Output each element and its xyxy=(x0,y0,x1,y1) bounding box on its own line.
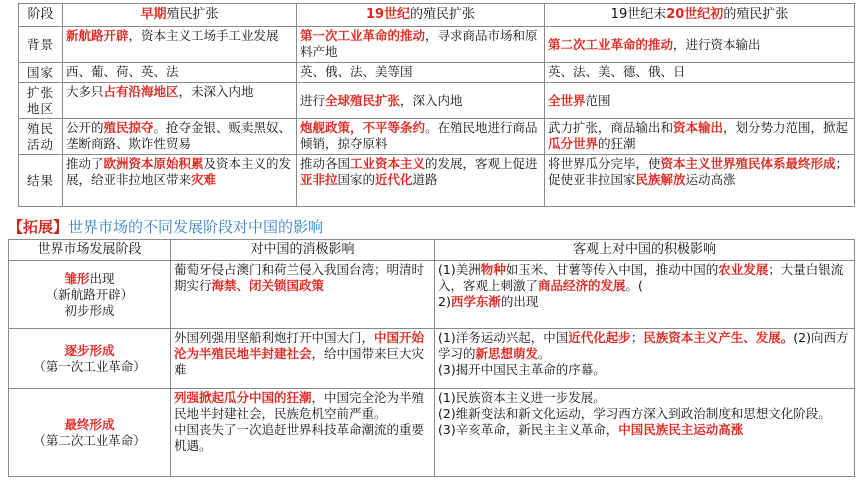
cell-text: ，资本主义工场手工业发展 xyxy=(128,28,279,43)
header-stage: 世界市场发展阶段 xyxy=(9,240,171,261)
negative-cell xyxy=(171,329,435,389)
row-label: 国家 xyxy=(19,63,63,83)
cell-text: 2) xyxy=(438,294,451,309)
table-row-stage1 xyxy=(9,261,855,329)
cell-text: ；大量白银流入，客观上刺激了 xyxy=(438,262,844,293)
highlight-text: 灾难 xyxy=(191,172,217,187)
cell-text: (3)辛亥革命，新民主主义革命， xyxy=(438,422,619,437)
cell-text: 推动各国 xyxy=(300,156,351,171)
positive-line xyxy=(438,330,851,362)
stage-cell xyxy=(9,329,171,389)
cell xyxy=(63,155,297,207)
cell-text: 公开的 xyxy=(66,120,104,135)
table-row-countries xyxy=(19,63,855,83)
row-label: 殖民活动 xyxy=(19,119,63,155)
cell-text: (2)向西方学习的 xyxy=(438,330,849,361)
positive-line: (1)民族资本主义进一步发展。 xyxy=(438,390,606,405)
highlight-text: 炮舰政策，不平等条约 xyxy=(300,120,426,135)
negative-line: 中国丧失了一次追赶世界科技革命潮流的重要机遇。 xyxy=(174,422,425,453)
header-early xyxy=(63,4,297,27)
cell-text: 国家的 xyxy=(337,172,376,187)
cell-text: 。( xyxy=(625,278,643,293)
header-late-text-a: 19世纪末 xyxy=(610,7,667,22)
cell-text: 道路 xyxy=(412,172,438,187)
highlight-text: 瓜分世界 xyxy=(548,136,599,151)
cell xyxy=(545,83,855,119)
highlight-text: 商品经济的发展 xyxy=(538,278,626,293)
header-late xyxy=(545,4,855,27)
stage-sub: （第一次工业革命） xyxy=(33,358,146,374)
cell-text: 。 xyxy=(538,346,551,361)
cell xyxy=(297,27,545,63)
world-market-impact-table xyxy=(8,239,855,477)
cell-text: ，进行资本输出 xyxy=(673,36,761,52)
stage-sub: （新航路开辟） xyxy=(45,286,134,302)
positive-cell xyxy=(435,329,855,389)
cell: 英、俄、法、美等国 xyxy=(297,63,545,83)
highlight-text: 欧洲资本原始积累 xyxy=(103,156,204,171)
positive-cell xyxy=(435,261,855,329)
highlight-text: 雏形 xyxy=(64,270,90,286)
cell-text: ； xyxy=(630,330,644,345)
highlight-text: 第一次工业革命的推动 xyxy=(300,28,426,43)
header-stage: 阶段 xyxy=(19,4,63,27)
highlight-text: 近代化 xyxy=(375,172,413,187)
negative-cell xyxy=(171,261,435,329)
highlight-text: 全球殖民扩张 xyxy=(325,92,401,108)
cell-text: 如玉米、甘薯等传入中国，推动中国的 xyxy=(505,262,719,277)
negative-line xyxy=(174,390,431,422)
row-label: 背景 xyxy=(19,27,63,63)
cell-text: 的发展，客观上促进 xyxy=(425,156,538,171)
highlight-text: 第二次工业革命的推动 xyxy=(548,36,674,52)
header-early-highlight: 早期 xyxy=(140,7,167,22)
table-header-row xyxy=(19,4,855,27)
cell-text: 进行 xyxy=(300,92,326,108)
colonial-expansion-table xyxy=(18,3,855,207)
cell-text: 将世界瓜分完毕，使 xyxy=(548,156,661,171)
header-positive: 客观上对中国的积极影响 xyxy=(435,240,855,261)
highlight-text: 殖民掠夺 xyxy=(103,120,154,135)
highlight-text: 全世界 xyxy=(548,92,586,108)
cell xyxy=(63,27,297,63)
stage-title: 最终形成 xyxy=(64,416,115,432)
cell xyxy=(545,119,855,155)
highlight-text: 占有沿海地区 xyxy=(103,84,179,99)
table-row-result xyxy=(19,155,855,207)
cell-text: (1)洋务运动兴起，中国 xyxy=(438,330,569,345)
cell-text: 的出现 xyxy=(500,294,539,309)
cell-text: ，寻求商品市场和原料产地 xyxy=(300,28,538,59)
highlight-text: 列强掀起瓜分中国的狂潮 xyxy=(174,390,312,405)
cell-text: 武力扩张，商品输出和 xyxy=(548,120,674,135)
highlight-text: 近代化起步 xyxy=(568,330,631,345)
cell xyxy=(297,155,545,207)
table-header-row xyxy=(9,240,855,261)
cell-text: 葡萄牙侵占澳门和荷兰侵入我国台湾；明清时期实行 xyxy=(174,262,425,293)
header-late-highlight: 20世纪初 xyxy=(666,7,724,22)
positive-line xyxy=(438,422,851,438)
highlight-text: 新思想萌发 xyxy=(475,346,539,361)
table-row-stage3 xyxy=(9,389,855,477)
header-late-text-b: 的殖民扩张 xyxy=(723,7,789,22)
cell-text: 大多只 xyxy=(66,84,104,99)
highlight-text: 西学东渐 xyxy=(450,294,501,309)
row-label: 扩张地区 xyxy=(19,83,63,119)
positive-line: (2)维新变法和新文化运动，学习西方深入到政治制度和思想文化阶段。 xyxy=(438,406,831,421)
cell-text: 的狂潮 xyxy=(598,136,636,151)
cell-text: ，给中国带来巨大灾难 xyxy=(174,346,425,377)
row-label: 结果 xyxy=(19,155,63,207)
header-19c-text: 的殖民扩张 xyxy=(410,7,476,22)
table-row-background xyxy=(19,27,855,63)
cell-text: 出现 xyxy=(89,270,115,286)
highlight-text: 农业发展 xyxy=(718,262,769,277)
highlight-text: 工业资本主义 xyxy=(350,156,426,171)
stage-cell xyxy=(9,389,171,477)
cell-text: 推动了 xyxy=(66,156,104,171)
stage-cell xyxy=(9,261,171,329)
highlight-text: 中国民族民主运动高涨 xyxy=(618,422,744,437)
extension-title: 世界市场的不同发展阶段对中国的影响 xyxy=(68,218,324,236)
cell xyxy=(297,119,545,155)
header-early-text: 殖民扩张 xyxy=(166,7,219,22)
highlight-text: 亚非拉 xyxy=(300,172,338,187)
cell-text: ，划分势力范围，掀起 xyxy=(723,120,849,135)
header-19c xyxy=(297,4,545,27)
cell-text: 。在殖民地进行商品倾销，掠夺原料 xyxy=(300,120,538,151)
cell-text: 范围 xyxy=(585,92,611,108)
cell xyxy=(297,83,545,119)
table-row-stage2 xyxy=(9,329,855,389)
cell-text: ，深入内地 xyxy=(400,92,463,108)
highlight-text: 资本主义世界殖民体系最终形成 xyxy=(660,156,836,171)
cell-text: 运动高涨 xyxy=(685,172,736,187)
cell xyxy=(63,83,297,119)
header-negative: 对中国的消极影响 xyxy=(171,240,435,261)
highlight-text: 资本输出 xyxy=(673,120,724,135)
cell xyxy=(63,119,297,155)
cell xyxy=(545,155,855,207)
stage-sub: 初步形成 xyxy=(64,302,115,318)
highlight-text: 物种 xyxy=(480,262,506,277)
positive-line: (3)揭开中国民主革命的序幕。 xyxy=(438,362,606,377)
cell: 西、葡、荷、英、法 xyxy=(63,63,297,83)
stage-sub: （第二次工业革命） xyxy=(33,432,146,448)
cell xyxy=(545,27,855,63)
highlight-text: 新航路开辟 xyxy=(66,28,129,43)
extension-heading xyxy=(8,217,323,237)
positive-cell xyxy=(435,389,855,477)
cell-text: ，中国完全沦为半殖民地半封建社会，民族危机空前严重。 xyxy=(174,390,425,421)
stage-title xyxy=(12,271,167,287)
stage-title: 逐步形成 xyxy=(64,342,115,358)
cell: 英、法、美、德、俄、日 xyxy=(545,63,855,83)
cell-text: ；促使亚非拉国家 xyxy=(548,156,849,187)
cell-text: 及资本主义的发展，给亚非拉地区带来 xyxy=(66,156,292,187)
highlight-text: 民族资本主义产生、发展。 xyxy=(643,330,794,345)
cell-text: (1)美洲 xyxy=(438,262,481,277)
table-row-area xyxy=(19,83,855,119)
cell-text: ，未深入内地 xyxy=(178,84,254,99)
cell-text: 。抢夺金银、贩卖黑奴、垄断商路、欺诈性贸易 xyxy=(66,120,292,151)
highlight-text: 海禁、闭关锁国政策 xyxy=(211,278,325,293)
cell-text: 外国列强用坚船利炮打开中国大门， xyxy=(174,330,375,345)
negative-cell xyxy=(171,389,435,477)
table-row-activity xyxy=(19,119,855,155)
extension-tag: 【拓展】 xyxy=(8,218,69,236)
header-19c-highlight: 19世纪 xyxy=(365,7,411,22)
highlight-text: 中国开始沦为半殖民地半封建社会 xyxy=(174,330,425,361)
highlight-text: 民族解放 xyxy=(635,172,686,187)
